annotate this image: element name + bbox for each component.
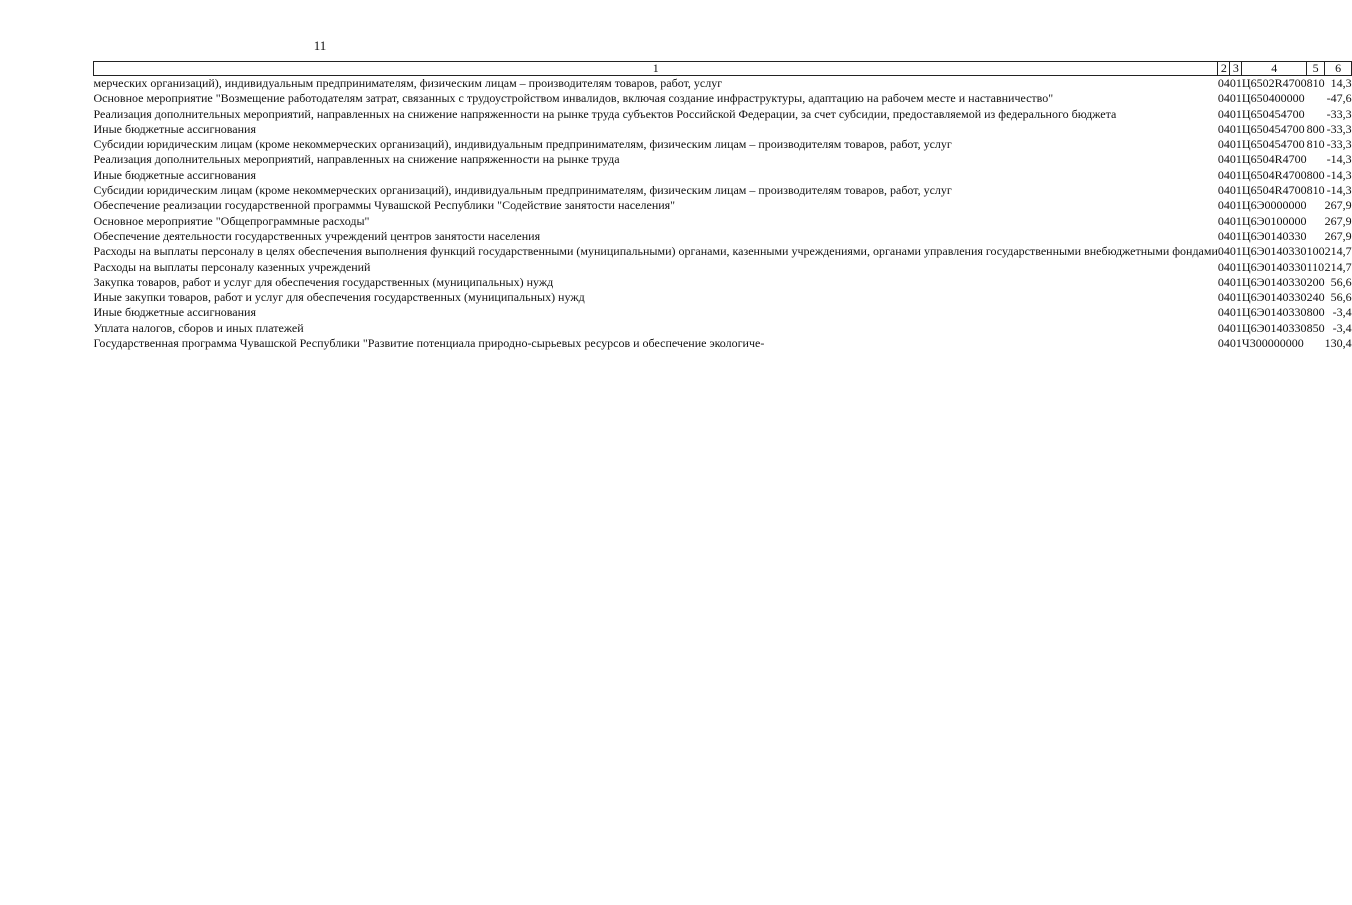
target-article-code: Ц6Э0140330 <box>1241 290 1307 305</box>
expense-type-code: 800 <box>1306 305 1325 320</box>
amount-value: 267,9 <box>1324 228 1352 243</box>
subsection-code: 01 <box>1229 336 1242 351</box>
section-code: 04 <box>1217 228 1230 243</box>
column-header: 5 <box>1307 62 1325 76</box>
row-description: Субсидии юридическим лицам (кроме некоммерческих организаций), индивидуальным предпринимателям, физическим лицам – производителям товаров, работ, услуг <box>93 137 952 152</box>
section-code: 04 <box>1217 137 1230 152</box>
row-description: мерческих организаций), индивидуальным предпринимателям, физическим лицам – производителям товаров, работ, услуг <box>93 76 723 90</box>
target-article-code: Ц6504R4700 <box>1241 183 1307 198</box>
amount-value: 130,4 <box>1324 336 1352 351</box>
table-row <box>94 244 1352 259</box>
target-article-code: Ц6Э0140330 <box>1241 228 1307 243</box>
subsection-code: 01 <box>1229 305 1242 320</box>
section-code: 04 <box>1217 167 1230 182</box>
column-header: 3 <box>1230 62 1242 76</box>
subsection-code: 01 <box>1229 183 1242 198</box>
section-code: 04 <box>1217 152 1230 167</box>
table-row <box>94 305 1352 320</box>
subsection-code: 01 <box>1229 106 1242 121</box>
section-code: 04 <box>1217 274 1230 289</box>
row-description: Обеспечение реализации государственной программы Чувашской Республики "Содействие занятости населения" <box>93 198 676 213</box>
amount-value: 267,9 <box>1324 198 1352 213</box>
row-description: Основное мероприятие "Возмещение работодателям затрат, связанных с трудоустройством инвалидов, включая создание инфраструктуры, адаптацию на рабочем месте и наставничество" <box>93 91 1054 106</box>
table-row <box>94 137 1352 152</box>
expense-type-code: 100 <box>1306 244 1325 259</box>
expense-type-code <box>1307 214 1325 229</box>
target-article-code: Ц6504R4700 <box>1241 152 1307 167</box>
target-article-code: Ц6Э0140330 <box>1241 244 1307 259</box>
table-row <box>94 260 1352 275</box>
target-article-code: Ц6Э0140330 <box>1241 274 1307 289</box>
section-code: 04 <box>1217 76 1230 90</box>
section-code: 04 <box>1217 244 1230 259</box>
row-description: Реализация дополнительных мероприятий, направленных на снижение напряженности на рынке труда субъектов Российской Федерации, за счет субсидии, предоставляемой из федерального бюджета <box>93 106 1117 121</box>
row-description: Реализация дополнительных мероприятий, направленных на снижение напряженности на рынке труда <box>93 152 620 167</box>
table-row <box>94 76 1352 92</box>
subsection-code: 01 <box>1229 198 1242 213</box>
subsection-code: 01 <box>1229 76 1242 90</box>
subsection-code: 01 <box>1229 244 1242 259</box>
column-header: 4 <box>1242 62 1307 76</box>
amount-value: 56,6 <box>1330 290 1352 305</box>
subsection-code: 01 <box>1229 259 1242 274</box>
section-code: 04 <box>1217 121 1230 136</box>
expense-type-code: 240 <box>1306 290 1325 305</box>
section-code: 04 <box>1217 198 1230 213</box>
column-header: 2 <box>1218 62 1230 76</box>
subsection-code: 01 <box>1229 152 1242 167</box>
amount-value: -33,3 <box>1326 121 1352 136</box>
section-code: 04 <box>1217 91 1230 106</box>
target-article-code: Ц6504R4700 <box>1241 167 1307 182</box>
table-row <box>94 91 1352 106</box>
subsection-code: 01 <box>1229 121 1242 136</box>
expense-type-code: 810 <box>1306 76 1325 90</box>
row-description: Иные закупки товаров, работ и услуг для обеспечения государственных (муниципальных) нужд <box>93 290 585 305</box>
row-description: Обеспечение деятельности государственных учреждений центров занятости населения <box>93 228 541 243</box>
target-article-code: Ц650454700 <box>1241 106 1305 121</box>
column-header: 1 <box>94 62 1218 76</box>
expense-type-code: 200 <box>1306 274 1325 289</box>
row-description: Иные бюджетные ассигнования <box>93 305 256 320</box>
section-code: 04 <box>1217 213 1230 228</box>
subsection-code: 01 <box>1229 91 1242 106</box>
amount-value: 214,7 <box>1324 259 1352 274</box>
row-description: Закупка товаров, работ и услуг для обеспечения государственных (муниципальных) нужд <box>93 274 554 289</box>
amount-value: 14,3 <box>1330 76 1352 90</box>
expense-type-code: 800 <box>1306 121 1325 136</box>
expense-type-code <box>1307 198 1325 213</box>
amount-value: -3,4 <box>1332 305 1352 320</box>
table-row <box>94 275 1352 290</box>
section-code: 04 <box>1217 259 1230 274</box>
target-article-code: Ц6Э0100000 <box>1241 213 1307 228</box>
table-row <box>94 107 1352 122</box>
expense-type-code <box>1307 91 1325 106</box>
amount-value: -3,4 <box>1332 320 1352 335</box>
amount-value: 214,7 <box>1324 244 1352 259</box>
amount-value: 267,9 <box>1324 213 1352 228</box>
amount-value: -33,3 <box>1326 137 1352 152</box>
row-description: Иные бюджетные ассигнования <box>93 121 256 136</box>
row-description: Расходы на выплаты персоналу казенных учреждений <box>93 259 371 274</box>
page-number: 11 <box>313 38 327 53</box>
table-row <box>94 321 1352 336</box>
expense-type-code <box>1307 152 1325 167</box>
target-article-code: Ц6Э0140330 <box>1241 320 1307 335</box>
row-description: Государственная программа Чувашской Республики "Развитие потенциала природно-сырьевых ресурсов и обеспечение экологиче- <box>93 336 765 351</box>
target-article-code: Ч300000000 <box>1241 336 1304 351</box>
row-description: Расходы на выплаты персоналу в целях обеспечения выполнения функций государственными (муниципальными) органами, казенными учреждениями, органами управления государственными внебюджетными фондами <box>93 244 1218 259</box>
section-code: 04 <box>1217 106 1230 121</box>
expense-type-code: 850 <box>1306 320 1325 335</box>
target-article-code: Ц650454700 <box>1241 137 1305 152</box>
table-row <box>94 183 1352 198</box>
subsection-code: 01 <box>1229 290 1242 305</box>
section-code: 04 <box>1217 290 1230 305</box>
table-row <box>94 229 1352 244</box>
subsection-code: 01 <box>1229 137 1242 152</box>
section-code: 04 <box>1217 305 1230 320</box>
target-article-code: Ц6Э0000000 <box>1241 198 1307 213</box>
amount-value: 56,6 <box>1330 274 1352 289</box>
target-article-code: Ц6Э0140330 <box>1241 259 1307 274</box>
row-description: Уплата налогов, сборов и иных платежей <box>93 320 304 335</box>
expense-type-code: 810 <box>1306 137 1325 152</box>
expense-type-code: 800 <box>1306 167 1325 182</box>
subsection-code: 01 <box>1229 213 1242 228</box>
table-row <box>94 214 1352 229</box>
row-description: Субсидии юридическим лицам (кроме некоммерческих организаций), индивидуальным предпринимателям, физическим лицам – производителям товаров, работ, услуг <box>93 183 952 198</box>
amount-value: -14,3 <box>1326 183 1352 198</box>
section-code: 04 <box>1217 320 1230 335</box>
table-row <box>94 290 1352 305</box>
target-article-code: Ц650400000 <box>1241 91 1305 106</box>
column-header: 6 <box>1325 62 1352 76</box>
subsection-code: 01 <box>1229 228 1242 243</box>
section-code: 04 <box>1217 183 1230 198</box>
amount-value: -14,3 <box>1326 152 1352 167</box>
row-description: Основное мероприятие "Общепрограммные расходы" <box>93 213 370 228</box>
table-row <box>94 152 1352 167</box>
subsection-code: 01 <box>1229 167 1242 182</box>
expense-type-code <box>1307 107 1325 122</box>
expense-type-code <box>1307 229 1325 244</box>
expense-type-code <box>1307 336 1325 351</box>
budget-table <box>93 61 1352 351</box>
table-row <box>94 198 1352 213</box>
table-row <box>94 168 1352 183</box>
target-article-code: Ц6502R4700 <box>1241 76 1307 90</box>
target-article-code: Ц6Э0140330 <box>1241 305 1307 320</box>
subsection-code: 01 <box>1229 320 1242 335</box>
table-row <box>94 122 1352 137</box>
amount-value: -47,6 <box>1326 91 1352 106</box>
table-row <box>94 336 1352 351</box>
expense-type-code: 810 <box>1306 183 1325 198</box>
header-row <box>94 62 1352 76</box>
target-article-code: Ц650454700 <box>1241 121 1305 136</box>
subsection-code: 01 <box>1229 274 1242 289</box>
amount-value: -14,3 <box>1326 167 1352 182</box>
row-description: Иные бюджетные ассигнования <box>93 167 256 182</box>
section-code: 04 <box>1217 336 1230 351</box>
expense-type-code: 110 <box>1306 259 1325 274</box>
amount-value: -33,3 <box>1326 106 1352 121</box>
